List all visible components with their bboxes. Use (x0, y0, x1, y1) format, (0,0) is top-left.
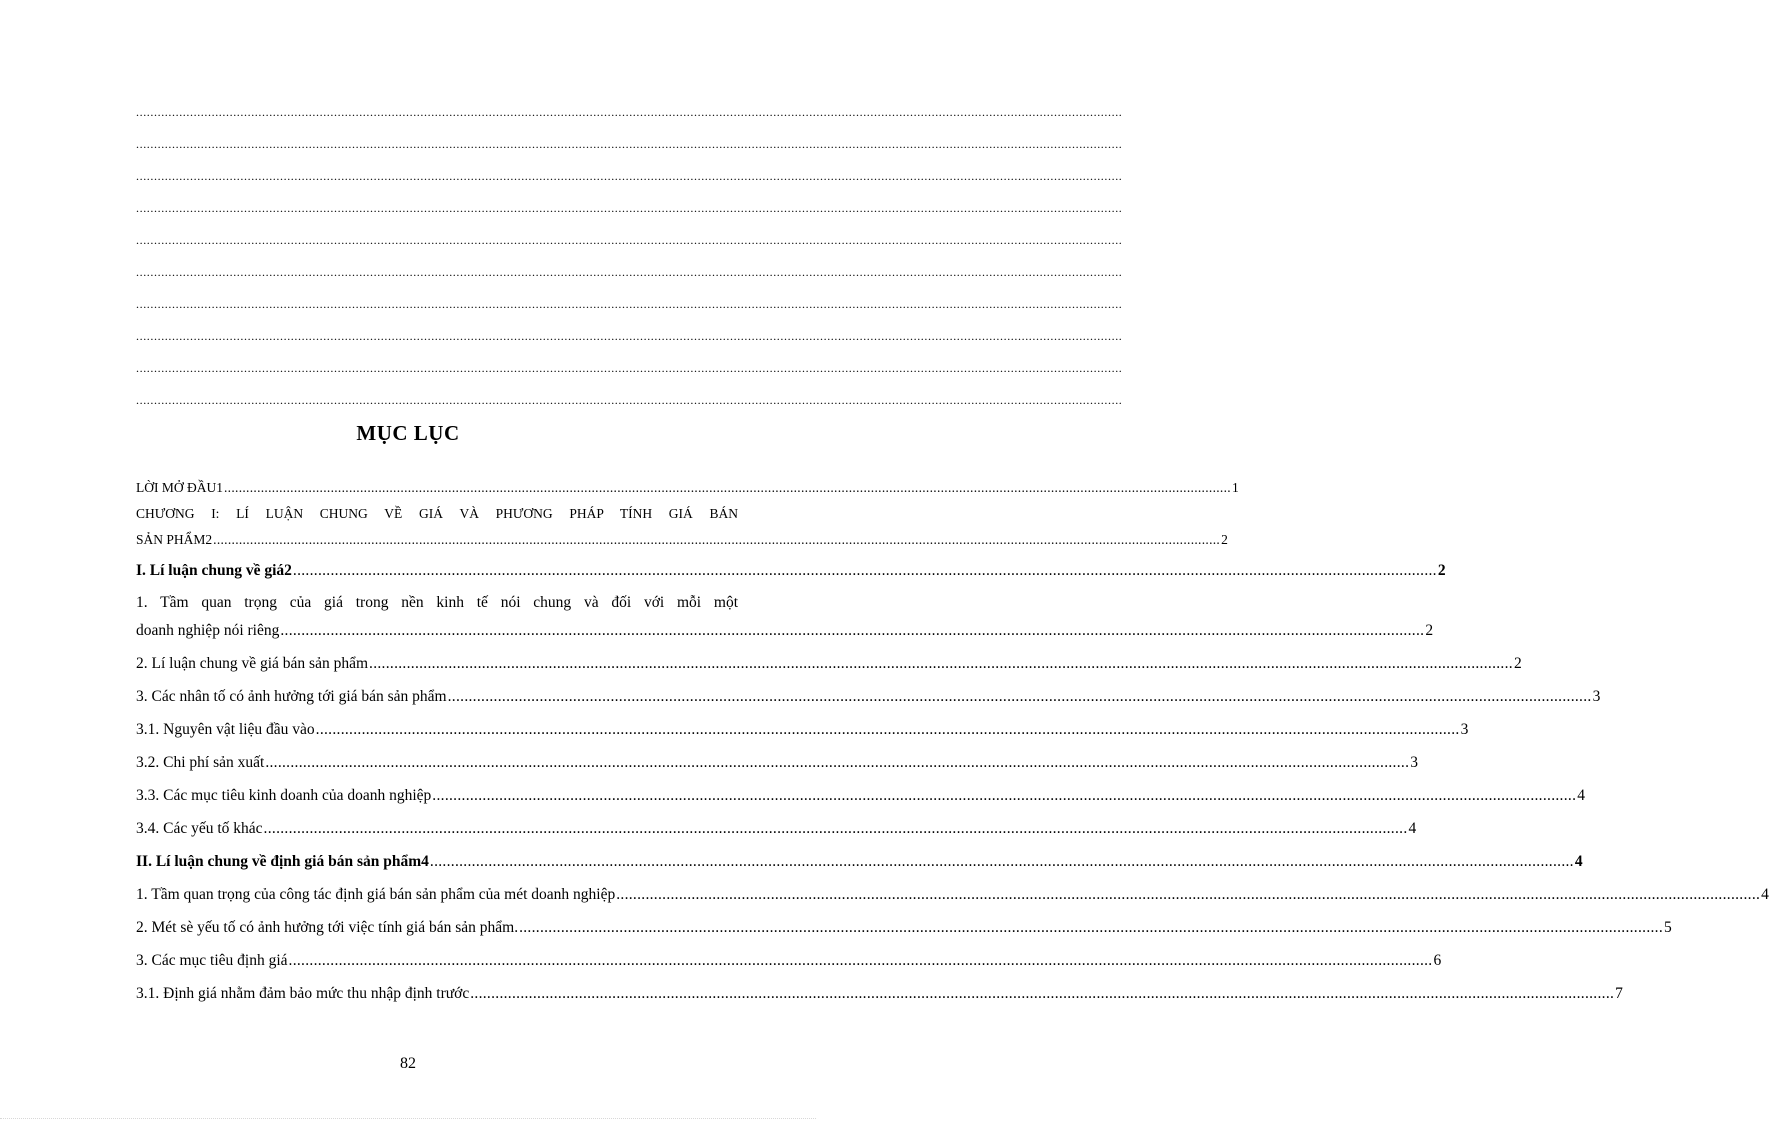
toc-leader: .................................................................................................................................................................................................................................................................................. (288, 952, 1433, 969)
toc-entry[interactable] (136, 721, 1469, 739)
toc-entry[interactable] (136, 480, 1239, 496)
toc-leader: .................................................................................................................................................................................................................................................................................. (369, 655, 1513, 672)
toc-page-number: 3 (1410, 754, 1419, 771)
toc-leader: .................................................................................................................................................................................................................................................................................. (616, 886, 1761, 903)
toc-leader: .................................................................................................................................................................................................................................................................................. (315, 721, 1460, 738)
toc-leader: .................................................................................................................................................................................................................................................................................. (263, 820, 1408, 837)
toc-page-number: 5 (1664, 919, 1672, 936)
toc-leader: .................................................................................................................................................................................................................................................................................. (265, 754, 1410, 771)
toc-leader: .................................................................................................................................................................................................................................................................................. (432, 787, 1577, 804)
dotted-line: .................................................................................................................................................................................................................................................................................. (136, 329, 1123, 343)
toc-entry-text: I. Lí luận chung về giá2 (136, 562, 292, 579)
dotted-line: .................................................................................................................................................................................................................................................................................. (136, 201, 1123, 215)
toc-leader: .................................................................................................................................................................................................................................................................................. (447, 688, 1592, 705)
toc-entry-line[interactable]: CHƯƠNG I: LÍ LUẬN CHUNG VỀ GIÁ VÀ PHƯƠNG PHÁP TÍNH GIÁ BÁN (136, 506, 738, 521)
toc-entry-text: 3. Các mục tiêu định giá (136, 952, 288, 969)
toc-entry[interactable] (136, 787, 1585, 805)
dotted-line: .................................................................................................................................................................................................................................................................................. (136, 169, 1123, 183)
dotted-line: .................................................................................................................................................................................................................................................................................. (136, 265, 1123, 279)
dotted-line: .................................................................................................................................................................................................................................................................................. (136, 233, 1123, 247)
toc-entry[interactable] (136, 688, 1601, 706)
toc-page-number: 6 (1433, 952, 1442, 969)
toc-leader: .................................................................................................................................................................................................................................................................................. (429, 853, 1574, 870)
toc-page-number: 1 (1231, 480, 1239, 495)
toc-entry[interactable] (136, 853, 1583, 871)
toc-entry-text: 1. Tầm quan trọng của công tác định giá bán sản phẩm của mét doanh nghiệp (136, 886, 616, 903)
toc-leader: .................................................................................................................................................................................................................................................................................. (213, 532, 1221, 547)
toc-entry[interactable] (136, 952, 1442, 970)
dotted-line: .................................................................................................................................................................................................................................................................................. (136, 105, 1123, 119)
toc-entry[interactable] (136, 754, 1419, 772)
toc-entry-text: 3.1. Định giá nhằm đảm bảo mức thu nhập định trước (136, 985, 470, 1002)
toc-page-number: 2 (1437, 562, 1446, 579)
toc-entry[interactable] (136, 985, 1623, 1003)
toc-entry-text: LỜI MỞ ĐẦU1 (136, 480, 223, 495)
toc-entry-text: 3.3. Các mục tiêu kinh doanh của doanh nghiệp (136, 787, 432, 804)
toc-leader: .................................................................................................................................................................................................................................................................................. (470, 985, 1615, 1002)
toc-entry-text: doanh nghiệp nói riêng (136, 622, 280, 639)
toc-page-number: 7 (1615, 985, 1623, 1002)
toc-page-number: 4 (1574, 853, 1583, 870)
toc-entry[interactable] (136, 532, 1228, 548)
toc-page-number: 2 (1221, 532, 1228, 547)
toc-entry[interactable] (136, 562, 1446, 580)
toc-page-number: 4 (1761, 886, 1769, 903)
toc-leader: .................................................................................................................................................................................................................................................................................. (519, 919, 1664, 936)
page-title: MỤC LỤC (356, 421, 460, 445)
toc-page-number: 4 (1577, 787, 1585, 804)
toc-entry-text: 2. Lí luận chung về giá bán sản phẩm (136, 655, 369, 672)
toc-page-number: 4 (1408, 820, 1417, 837)
toc-entry-text: II. Lí luận chung về định giá bán sản phẩm4 (136, 853, 429, 870)
toc-entry-text: 2. Mét sè yếu tố có ảnh hưởng tới việc tính giá bán sản phẩm. (136, 919, 519, 936)
dotted-line: .................................................................................................................................................................................................................................................................................. (136, 361, 1123, 375)
page-number: 82 (400, 1055, 416, 1072)
dotted-line: .................................................................................................................................................................................................................................................................................. (136, 297, 1123, 311)
toc-entry[interactable] (136, 655, 1522, 673)
toc-page-number: 2 (1513, 655, 1522, 672)
toc-entry-text: 3.4. Các yếu tố khác (136, 820, 263, 837)
toc-entry[interactable] (136, 886, 1769, 904)
page-edge-divider (0, 1118, 816, 1119)
toc-entry-text: 3.2. Chi phí sản xuất (136, 754, 265, 771)
toc-entry-text: SẢN PHẨM2 (136, 532, 213, 547)
toc-entry-line[interactable]: 1. Tầm quan trọng của giá trong nền kinh tế nói chung và đối với mỗi một (136, 594, 738, 611)
toc-leader: .................................................................................................................................................................................................................................................................................. (280, 622, 1425, 639)
toc-entry-text: 3. Các nhân tố có ảnh hưởng tới giá bán sản phẩm (136, 688, 447, 705)
toc-entry-text: 3.1. Nguyên vật liệu đầu vào (136, 721, 315, 738)
toc-page-number: 2 (1425, 622, 1434, 639)
toc-page-number: 3 (1460, 721, 1469, 738)
dotted-line: .................................................................................................................................................................................................................................................................................. (136, 393, 1123, 407)
toc-leader: .................................................................................................................................................................................................................................................................................. (224, 480, 1231, 495)
toc-entry[interactable] (136, 919, 1672, 937)
toc-leader: .................................................................................................................................................................................................................................................................................. (292, 562, 1437, 579)
toc-entry[interactable] (136, 820, 1417, 838)
toc-page-number: 3 (1592, 688, 1601, 705)
toc-entry[interactable] (136, 622, 1434, 640)
dotted-line: .................................................................................................................................................................................................................................................................................. (136, 137, 1123, 151)
